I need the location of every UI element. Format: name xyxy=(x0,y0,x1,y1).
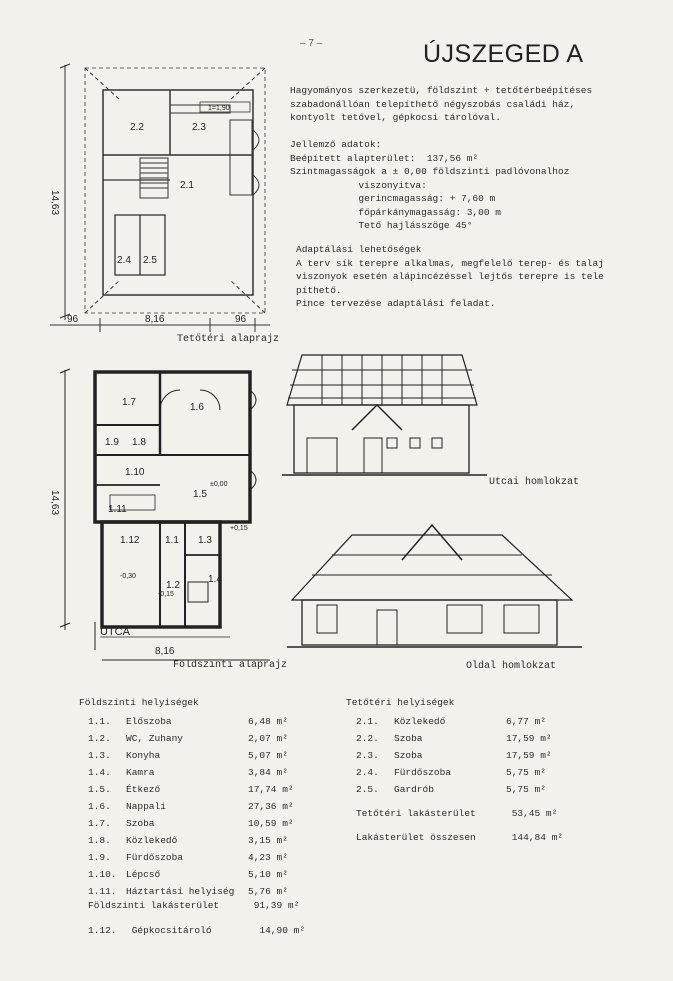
room-num: 1.11. xyxy=(88,886,117,897)
features-heading: Jellemző adatok: xyxy=(290,139,382,150)
room-area: 10,59 m² xyxy=(248,818,294,829)
ground-total-label: Földszinti lakásterület xyxy=(88,900,220,911)
page-title: ÚJSZEGED A xyxy=(423,40,584,68)
features-block xyxy=(290,138,660,233)
grand-total-label: Lakásterület összesen xyxy=(356,832,476,843)
room-row xyxy=(88,781,308,798)
room-name: Gardrób xyxy=(394,784,434,795)
room-num: 1.4. xyxy=(88,767,111,778)
level-label: -0,30 xyxy=(120,573,136,580)
dim-vertical: 14,63 xyxy=(49,490,60,516)
room-area: 5,10 m² xyxy=(248,869,288,880)
upper-total-area: 53,45 m² xyxy=(511,808,558,819)
upper-total-row xyxy=(356,808,557,819)
room-row xyxy=(88,832,308,849)
garage-num: 1.12. xyxy=(88,925,117,936)
room-num: 2.3. xyxy=(356,750,379,761)
ground-plan-caption: Földszinti alaprajz xyxy=(173,660,288,671)
room-area: 4,23 m² xyxy=(248,852,288,863)
ground-total-area: 91,39 m² xyxy=(253,900,300,911)
intro-line: Hagyományos szerkezetü, földszint + tetőtérbeépítéses xyxy=(290,85,593,96)
room-row xyxy=(356,730,566,747)
room-num: 1.2. xyxy=(88,733,111,744)
upper-room-label: 2.5 xyxy=(143,255,157,266)
garage-area: 14,90 m² xyxy=(259,925,306,936)
room-num: 2.1. xyxy=(356,716,379,727)
room-name: Szoba xyxy=(394,750,423,761)
adaptation-block xyxy=(296,243,666,311)
features-line: főpárkánymagasság: 3,00 m xyxy=(290,206,501,218)
level-label: ±0,00 xyxy=(210,481,228,488)
room-num: 1.7. xyxy=(88,818,111,829)
side-elevation-drawing xyxy=(282,520,592,660)
room-name: Előszoba xyxy=(126,716,172,727)
room-row xyxy=(88,764,308,781)
features-line: viszonyitva: xyxy=(290,179,427,191)
ground-room-label: 1.4 xyxy=(208,574,222,585)
room-area: 5,75 m² xyxy=(506,767,546,778)
ground-rooms-table xyxy=(88,713,308,900)
room-area: 3,15 m² xyxy=(248,835,288,846)
dim-left: 96 xyxy=(67,314,79,325)
dim-bottom: 8,16 xyxy=(155,646,175,657)
room-row xyxy=(356,764,566,781)
garage-name: Gépkocsitároló xyxy=(131,925,212,936)
room-num: 2.4. xyxy=(356,767,379,778)
ground-room-label: 1.7 xyxy=(122,397,136,408)
ground-rooms-heading: Földszinti helyiségek xyxy=(79,697,199,708)
room-num: 1.5. xyxy=(88,784,111,795)
intro-line: kontyolt tetővel, gépkocsi tárolóval. xyxy=(290,112,501,123)
garage-row xyxy=(88,925,305,936)
ground-room-label: 1.5 xyxy=(193,489,207,500)
room-name: Kamra xyxy=(126,767,155,778)
room-row xyxy=(88,747,308,764)
room-num: 1.3. xyxy=(88,750,111,761)
adaptation-line: píthető. xyxy=(296,284,342,296)
street-label: UTCA xyxy=(100,626,130,638)
intro-line: szabadonállóan telepíthető négyszobás családi ház, xyxy=(290,98,576,110)
room-row xyxy=(88,815,308,832)
features-line: gerincmagasság: + 7,60 m xyxy=(290,193,496,204)
room-area: 17,59 m² xyxy=(506,733,552,744)
room-area: 5,76 m² xyxy=(248,886,288,897)
room-row xyxy=(88,883,308,900)
features-line: Szintmagasságok a ± 0,00 földszinti padlóvonalhoz xyxy=(290,166,570,177)
ground-room-label: 1.10 xyxy=(125,467,145,478)
adaptation-line: Pince tervezése adaptálási feladat. xyxy=(296,298,496,309)
room-row xyxy=(88,798,308,815)
upper-rooms-heading: Tetőtéri helyiségek xyxy=(346,697,455,708)
room-num: 2.5. xyxy=(356,784,379,795)
page-number: – 7 – xyxy=(300,38,323,49)
side-elevation-caption: Oldal homlokzat xyxy=(466,661,557,672)
upper-plan-caption: Tetőtéri alaprajz xyxy=(177,334,280,345)
room-name: Szoba xyxy=(394,733,423,744)
adaptation-line: A terv sík terepre alkalmas, megfelelő terep- és talaj xyxy=(296,257,604,269)
room-name: Közlekedő xyxy=(126,835,178,846)
ground-room-label: 1.1 xyxy=(165,535,179,546)
room-area: 6,77 m² xyxy=(506,716,546,727)
room-num: 1.9. xyxy=(88,852,111,863)
upper-room-label: 2.1 xyxy=(180,180,194,191)
level-label: -0,15 xyxy=(158,591,174,598)
dim-right: 96 xyxy=(235,314,247,325)
room-name: Háztartási helyiség xyxy=(126,886,235,897)
room-name: Fürdőszoba xyxy=(394,767,452,778)
room-name: WC, Zuhany xyxy=(126,733,184,744)
dim-middle: 8,16 xyxy=(145,314,165,325)
room-num: 1.1. xyxy=(88,716,111,727)
ground-room-label: 1.2 xyxy=(166,580,180,591)
room-row xyxy=(356,747,566,764)
room-name: Szoba xyxy=(126,818,155,829)
room-num: 1.6. xyxy=(88,801,111,812)
room-row xyxy=(356,781,566,798)
room-num: 1.10. xyxy=(88,869,117,880)
intro-text xyxy=(290,84,660,125)
adaptation-heading: Adaptálási lehetőségek xyxy=(296,244,422,255)
street-elevation-drawing xyxy=(282,350,492,485)
room-area: 5,07 m² xyxy=(248,750,288,761)
grand-total-area: 144,84 m² xyxy=(511,832,564,843)
room-area: 17,59 m² xyxy=(506,750,552,761)
upper-total-label: Tetőtéri lakásterület xyxy=(356,808,476,819)
room-name: Nappali xyxy=(126,801,166,812)
upper-rooms-table xyxy=(356,713,566,798)
features-line: Tető hajlásszöge 45° xyxy=(290,220,473,231)
room-row xyxy=(88,866,308,883)
upper-room-label: 2.2 xyxy=(130,122,144,133)
room-name: Közlekedő xyxy=(394,716,446,727)
room-area: 6,48 m² xyxy=(248,716,288,727)
room-row xyxy=(88,730,308,747)
ground-room-label: 1.11 xyxy=(108,504,127,515)
grand-total-row xyxy=(356,832,563,843)
dim-vertical: 14,63 xyxy=(49,190,60,216)
ground-room-label: 1.6 xyxy=(190,402,204,413)
room-area: 27,36 m² xyxy=(248,801,294,812)
room-area: 5,75 m² xyxy=(506,784,546,795)
room-row xyxy=(88,849,308,866)
room-row xyxy=(356,713,566,730)
room-area: 2,07 m² xyxy=(248,733,288,744)
ground-floor-plan xyxy=(40,360,290,670)
features-line: Beépített alapterület: 137,56 m² xyxy=(290,152,479,164)
room-area: 3,84 m² xyxy=(248,767,288,778)
upper-floor-plan xyxy=(40,50,290,350)
room-name: Lépcső xyxy=(126,869,161,880)
room-num: 2.2. xyxy=(356,733,379,744)
street-elevation-caption: Utcai homlokzat xyxy=(489,477,580,488)
room-row xyxy=(88,713,308,730)
room-area: 17,74 m² xyxy=(248,784,294,795)
ground-room-label: 1.12 xyxy=(120,535,140,546)
room-name: Fürdőszoba xyxy=(126,852,184,863)
ground-total-row xyxy=(88,900,299,911)
room-name: Étkező xyxy=(126,784,161,795)
ground-room-label: 1.9 xyxy=(105,437,119,448)
room-num: 1.8. xyxy=(88,835,111,846)
ground-room-label: 1.3 xyxy=(198,535,212,546)
ground-room-label: 1.8 xyxy=(132,437,146,448)
room-name: Konyha xyxy=(126,750,161,761)
adaptation-line: viszonyok esetén alápincézéssel lejtős terepre is tele xyxy=(296,271,604,282)
level-label: +0,15 xyxy=(230,525,248,532)
stair-label: 1=1,90 xyxy=(208,105,230,112)
upper-room-label: 2.4 xyxy=(117,255,131,266)
upper-room-label: 2.3 xyxy=(192,122,206,133)
